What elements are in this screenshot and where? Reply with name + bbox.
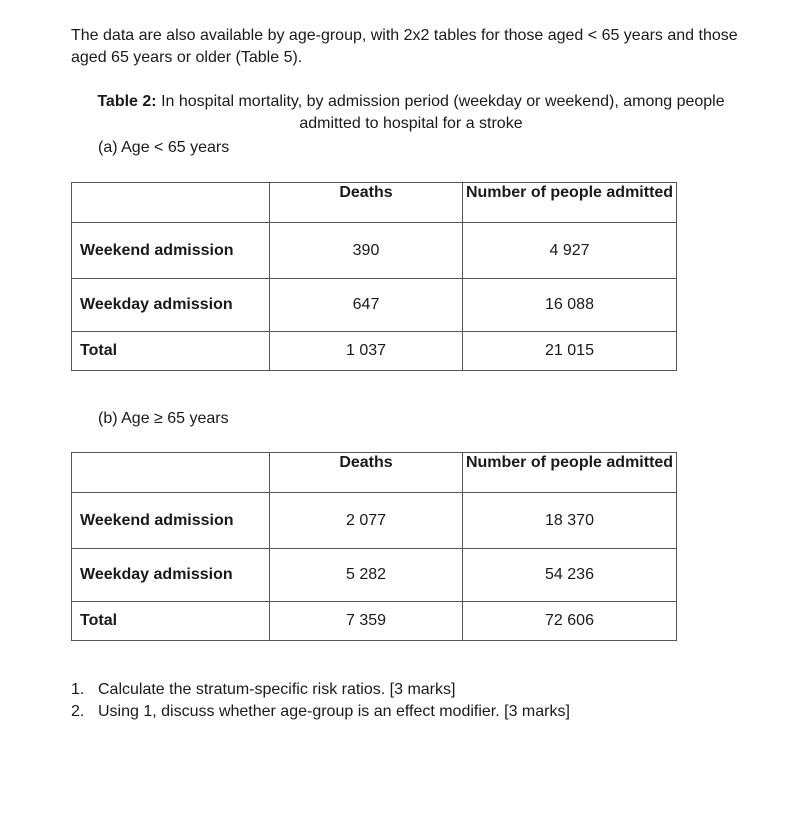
subheading-under-65: (a) Age < 65 years xyxy=(98,139,230,156)
row-label-weekday: Weekday admission xyxy=(72,549,270,602)
column-header-admitted: Number of people admitted xyxy=(463,453,677,493)
row-label-weekend: Weekend admission xyxy=(72,223,270,279)
list-item xyxy=(71,679,570,701)
list-item xyxy=(71,701,570,723)
cell-deaths: 2 077 xyxy=(270,493,463,549)
column-header-blank xyxy=(72,453,270,493)
question-text: Calculate the stratum-specific risk ratios. [3 marks] xyxy=(98,681,456,698)
cell-deaths: 390 xyxy=(270,223,463,279)
cell-admitted: 4 927 xyxy=(463,223,677,279)
table-header-row xyxy=(72,183,677,223)
table-row xyxy=(72,332,677,371)
cell-deaths: 1 037 xyxy=(270,332,463,371)
row-label-weekend: Weekend admission xyxy=(72,493,270,549)
table-caption-label: Table 2: xyxy=(97,93,157,110)
cell-deaths: 7 359 xyxy=(270,602,463,641)
column-header-admitted: Number of people admitted xyxy=(463,183,677,223)
table-65-plus xyxy=(71,452,677,641)
question-number: 2. xyxy=(71,703,85,720)
cell-deaths: 647 xyxy=(270,279,463,332)
row-label-weekday: Weekday admission xyxy=(72,279,270,332)
table-row xyxy=(72,493,677,549)
question-list xyxy=(71,679,570,723)
cell-deaths: 5 282 xyxy=(270,549,463,602)
cell-admitted: 54 236 xyxy=(463,549,677,602)
column-header-blank xyxy=(72,183,270,223)
question-number: 1. xyxy=(71,681,85,698)
column-header-deaths: Deaths xyxy=(270,183,463,223)
table-caption xyxy=(71,91,751,135)
table-header-row xyxy=(72,453,677,493)
cell-admitted: 21 015 xyxy=(463,332,677,371)
table-row xyxy=(72,602,677,641)
intro-paragraph: The data are also available by age-group, with 2x2 tables for those aged < 65 years and those aged 65 years or older (Table 5). xyxy=(71,27,738,66)
table-row xyxy=(72,549,677,602)
column-header-deaths: Deaths xyxy=(270,453,463,493)
row-label-total: Total xyxy=(72,602,270,641)
table-row xyxy=(72,279,677,332)
question-text: Using 1, discuss whether age-group is an effect modifier. [3 marks] xyxy=(98,703,570,720)
cell-admitted: 18 370 xyxy=(463,493,677,549)
row-label-total: Total xyxy=(72,332,270,371)
table-under-65 xyxy=(71,182,677,371)
cell-admitted: 16 088 xyxy=(463,279,677,332)
cell-admitted: 72 606 xyxy=(463,602,677,641)
subheading-65-plus: (b) Age ≥ 65 years xyxy=(98,410,229,427)
table-caption-text: In hospital mortality, by admission period (weekday or weekend), among people admitted to hospital for a stroke xyxy=(161,93,725,132)
table-row xyxy=(72,223,677,279)
